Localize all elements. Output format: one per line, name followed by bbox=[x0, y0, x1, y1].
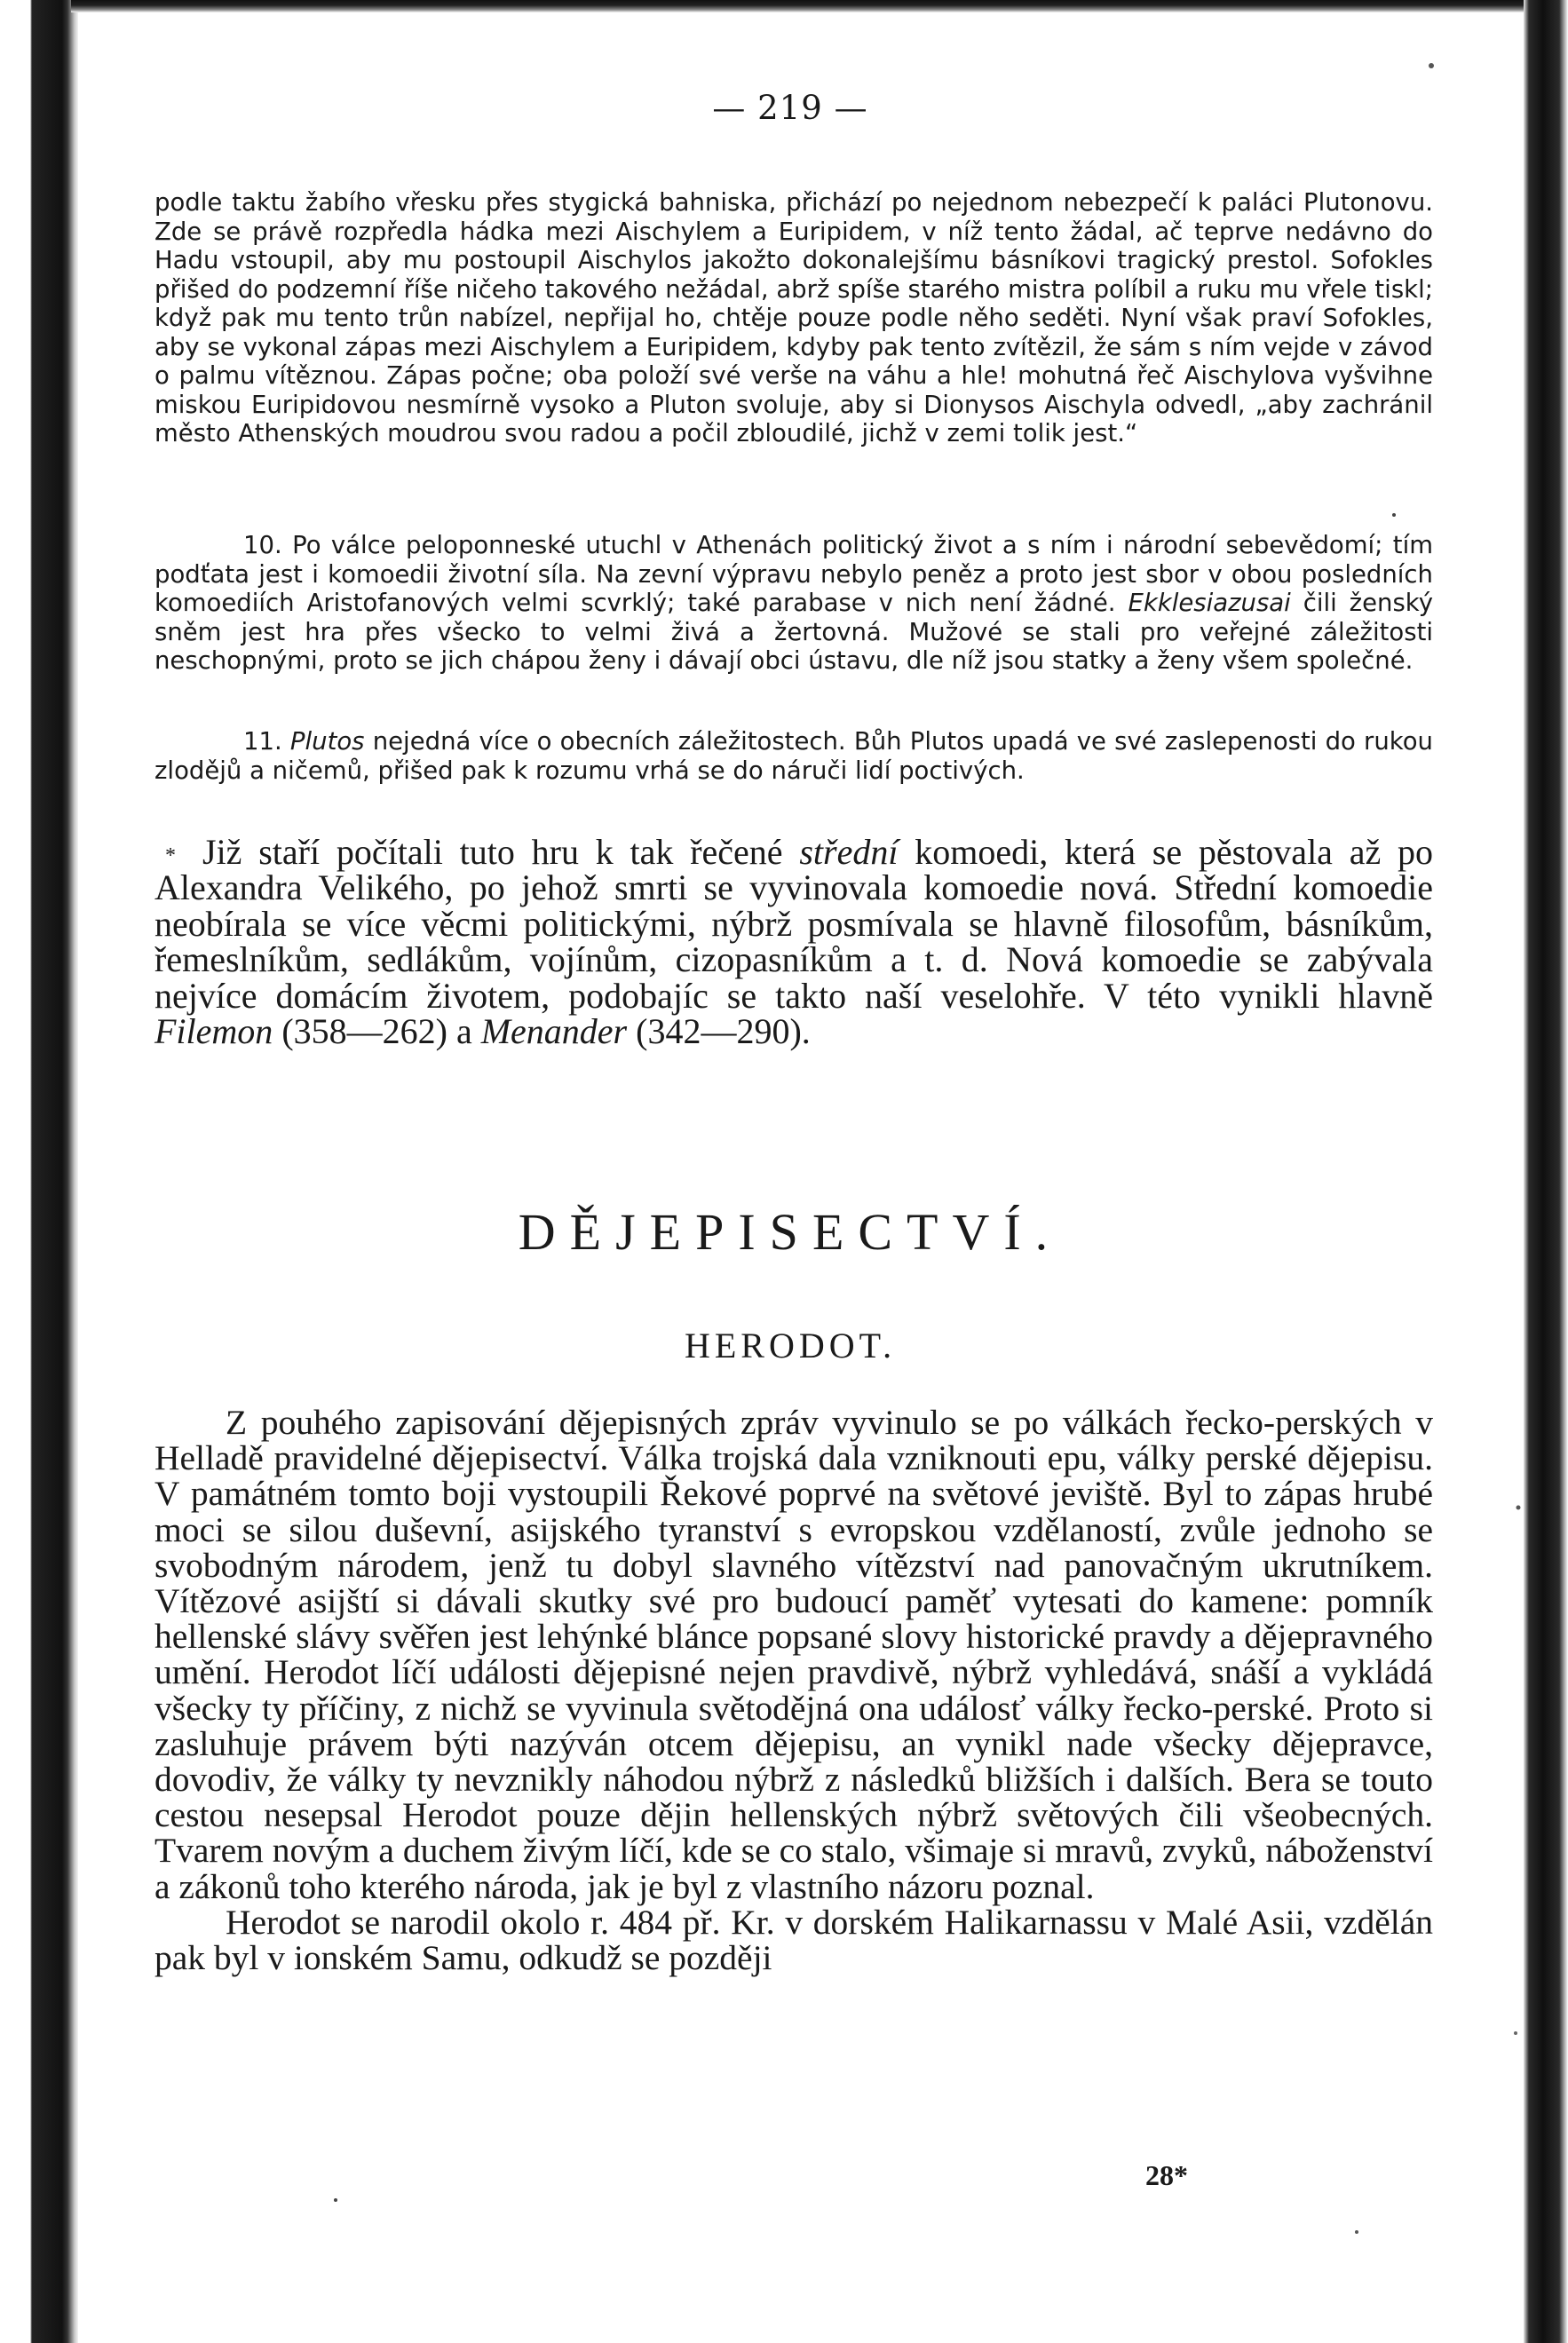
subsection-title: HERODOT. bbox=[684, 1326, 897, 1365]
speck bbox=[1517, 1506, 1521, 1510]
footnote-text-3: (358—262) a bbox=[281, 1011, 472, 1052]
item-10-title: Ekklesiazusai bbox=[1128, 589, 1291, 617]
item-10-text-before: Po válce peloponneské utuchl v Athenách politický život a s ním i národní sebevědomí; tím podťata jest i komoedii životní síla. Na zevní výpravu nebylo peněz a proto jest sbor v obou posledních komoediích Aristofanových velmi scvrklý; také parabase v nich není žádné. bbox=[154, 531, 1434, 617]
speck bbox=[1514, 2031, 1517, 2035]
footnote-name-menander: Menander bbox=[480, 1011, 628, 1052]
footnote-text-2: komoedi, která se pěstovala až po Alexandra Velikého, po jehož smrti se vyvinovala komoedie nová. Střední komoedie neobírala se více věcmi politickými, nýbrž posmívala se hlavně filosofům, básníkům, řemeslníkům, sedlákům, vojínům, cizopasníkům a t. d. Nová komoedie se zabývala nejvíce domácím životem, podobajíc se takto naší veselohře. V této vynikli hlavně bbox=[154, 832, 1434, 1016]
footnote-name-filemon: Filemon bbox=[154, 1011, 273, 1052]
item-11-title: Plutos bbox=[289, 727, 365, 756]
footnote-emphasis: střední bbox=[799, 832, 899, 872]
printer-signature-mark: 28* bbox=[1145, 2159, 1188, 2191]
item-11-text: nejedná více o obecních záležitostech. Bůh Plutos upadá ve své zaslepenosti do rukou zlodějů a ničemů, přišed pak k rozumu vrhá se do náruči lidí poctivých. bbox=[154, 727, 1433, 785]
speck bbox=[1355, 2230, 1358, 2234]
herodot-paragraph-1: Z pouhého zapisování dějepisných zpráv vyvinulo se po válkách řecko-perských v Helladě pravidelné dějepisectví. Válka trojská dala vzniknouti epu, války perské dějepisu. V památném tomto boji vystoupili Řekové poprvé na světové jeviště. Byl to zápas hrubé moci se silou duševní, asijského tyranství s evropskou vzdělaností, zvůle jednoho se svobodným národem, jenž tu dobyl slavného vítězství nad panovačným ukrutníkem. Vítězové asijští si dávali skutky své pro budoucí paměť vytesati do kamene: pomník hellenské slávy svěřen jest lehýnké blánce popsané slovy historické pravdy a dějepravného umění. Herodot líčí události dějepisné nejen pravdivě, nýbrž vyhledává, snáší a vykládá všecky ty příčiny, z nichž se vyvinula světodějná ona událosť války řecko-perské. Proto si zasluhuje právem býti nazýván otcem dějepisu, an vynikl nade všecky dějepravce, dovodiv, že války ty nevznikly náhodou nýbrž z následků bližších i dalších. Bera se touto cestou nesepsal Herodot pouze dějin hellenských nýbrž světových čili všeobecných. Tvarem novým a duchem živým líčí, kde se co stalo, všimaje si mravů, zvyků, náboženství a zákonů toho kterého národa, jak je byl z vlastního názoru poznal. bbox=[154, 1403, 1433, 1906]
section-title: DĚJEPISECTVÍ. bbox=[518, 1203, 1063, 1261]
aristophanes-text: podle taktu žabího vřesku přes stygická bahniska, přichází po nejednom nebezpečí k paláci Plutonovu. Zde se právě rozpředla hádka mezi Aischylem a Euripidem, v níž tento žádal, ač teprve nedávno do Hadu vstoupil, aby mu postoupil Aischylos jakožto dokonalejšímu básníkovi tragický prestol. Sofokles přišed do podzemní říše ničeho takového nežádal, abrž spíše starého mistra políbil a ruku mu vřele tiskl; když pak mu tento trůn nabízel, nepřijal ho, chtěje pouze podle něho seděti. Nyní však praví Sofokles, aby se vykonal zápas mezi Aischylem a Euripidem, kdyby pak tento zvítězil, že sám s ním vejde v závod o palmu vítěznou. Zápas počne; oba položí své verše na váhu a hle! mohutná řeč Aischylova vyšvihne miskou Euripidovou nesmírně vysoko a Pluton svoluje, aby si Dionysos Aischyla odvedl, „aby zachránil město Athenských moudrou svou radou a počil zbloudilé, jichž v zemi tolik jest.“ bbox=[154, 188, 1433, 447]
footnote-marker: * bbox=[165, 844, 176, 867]
footnote-text-1: Již staří počítali tuto hru k tak řečené bbox=[202, 832, 783, 872]
speck bbox=[1429, 63, 1434, 68]
item-11-number: 11. bbox=[243, 727, 282, 756]
item-10-number: 10. bbox=[243, 531, 282, 559]
footnote-text-4: (342—290). bbox=[636, 1011, 811, 1052]
speck bbox=[334, 2198, 337, 2202]
item-10-text-after: čili ženský sněm jest hra přes všecko to velmi živá a žertovná. Mužové se stali pro veřejné záležitosti neschopnými, proto se jich chápou ženy i dávají obci ústavu, dle níž jsou statky a ženy všem společné. bbox=[154, 589, 1433, 675]
speck bbox=[1392, 513, 1396, 517]
page-number: — 219 — bbox=[712, 89, 868, 127]
herodot-paragraph-2: Herodot se narodil okolo r. 484 př. Kr. v dorském Halikarnassu v Malé Asii, vzdělán pak byl v ionském Samu, odkudž se později bbox=[154, 1902, 1433, 1978]
